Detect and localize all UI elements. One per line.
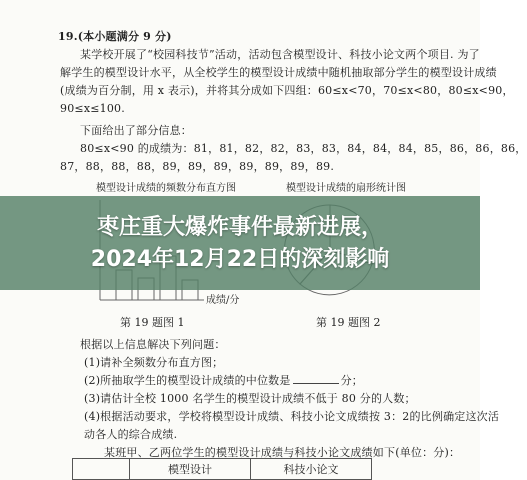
table-row: [73, 459, 372, 480]
question-1: (1)请补全频数分布直方图；: [84, 356, 224, 369]
table-header-cell: 模型设计: [130, 459, 251, 480]
info-line-2: 87，88，88，88，89，89，89，89，89，89，89.: [60, 160, 335, 173]
headline-line-1: 枣庄重大爆炸事件最新进展，: [96, 215, 383, 240]
table-header-cell: [73, 459, 130, 480]
question-5: 某班甲、乙两位学生的模型设计成绩与科技小论文成绩如下(单位：分)：: [104, 446, 461, 459]
figure-caption-2: 第 19 题图 2: [316, 316, 381, 329]
question-2-text: (2)所抽取学生的模型设计成绩的中位数是: [84, 374, 291, 387]
intro-line-1: 某学校开展了“校园科技节”活动，活动包含模型设计、科技小论文两个项目. 为了: [80, 48, 480, 61]
histogram-title: 模型设计成绩的频数分布直方图: [96, 183, 236, 194]
pie-title: 模型设计成绩的扇形统计图: [286, 183, 406, 194]
question-2: [84, 374, 363, 388]
intro-line-3: (成绩为百分制，用 x 表示)，并将其分成如下四组：60≤x<70，70≤x<80，80≤x<90，: [60, 84, 514, 97]
histogram-xlabel: 成绩/分: [206, 295, 240, 306]
answer-blank: [293, 374, 339, 384]
info-line-1: 80≤x<90 的成绩为：81，81，82，82，83，83，84，84，84，85，86，86，86，: [80, 142, 527, 155]
question-4-b: 动各人的综合成绩.: [84, 428, 178, 441]
question-2-unit: 分；: [340, 374, 363, 387]
question-4-a: (4)根据活动要求，学校将模型设计成绩、科技小论文成绩按 3：2的比例确定这次活: [84, 410, 500, 423]
intro-line-4: 90≤x≤100.: [60, 102, 125, 115]
questions-lead: 根据以上信息解决下列问题：: [80, 338, 226, 351]
info-title: 下面给出了部分信息：: [80, 124, 192, 137]
score-table: [72, 458, 372, 480]
table-header-cell: 科技小论文: [251, 459, 372, 480]
intro-line-2: 解学生的模型设计水平，从全校学生的模型设计成绩中随机抽取部分学生的模型设计成绩: [60, 66, 497, 79]
question-3: (3)请估计全校 1000 名学生的模型设计成绩不低于 80 分的人数；: [84, 392, 416, 405]
headline-banner: [0, 196, 480, 290]
question-header: 19.(本小题满分 9 分): [58, 30, 172, 43]
figure-caption-1: 第 19 题图 1: [120, 316, 185, 329]
headline-line-2: 2024年12月22日的深刻影响: [90, 247, 390, 272]
